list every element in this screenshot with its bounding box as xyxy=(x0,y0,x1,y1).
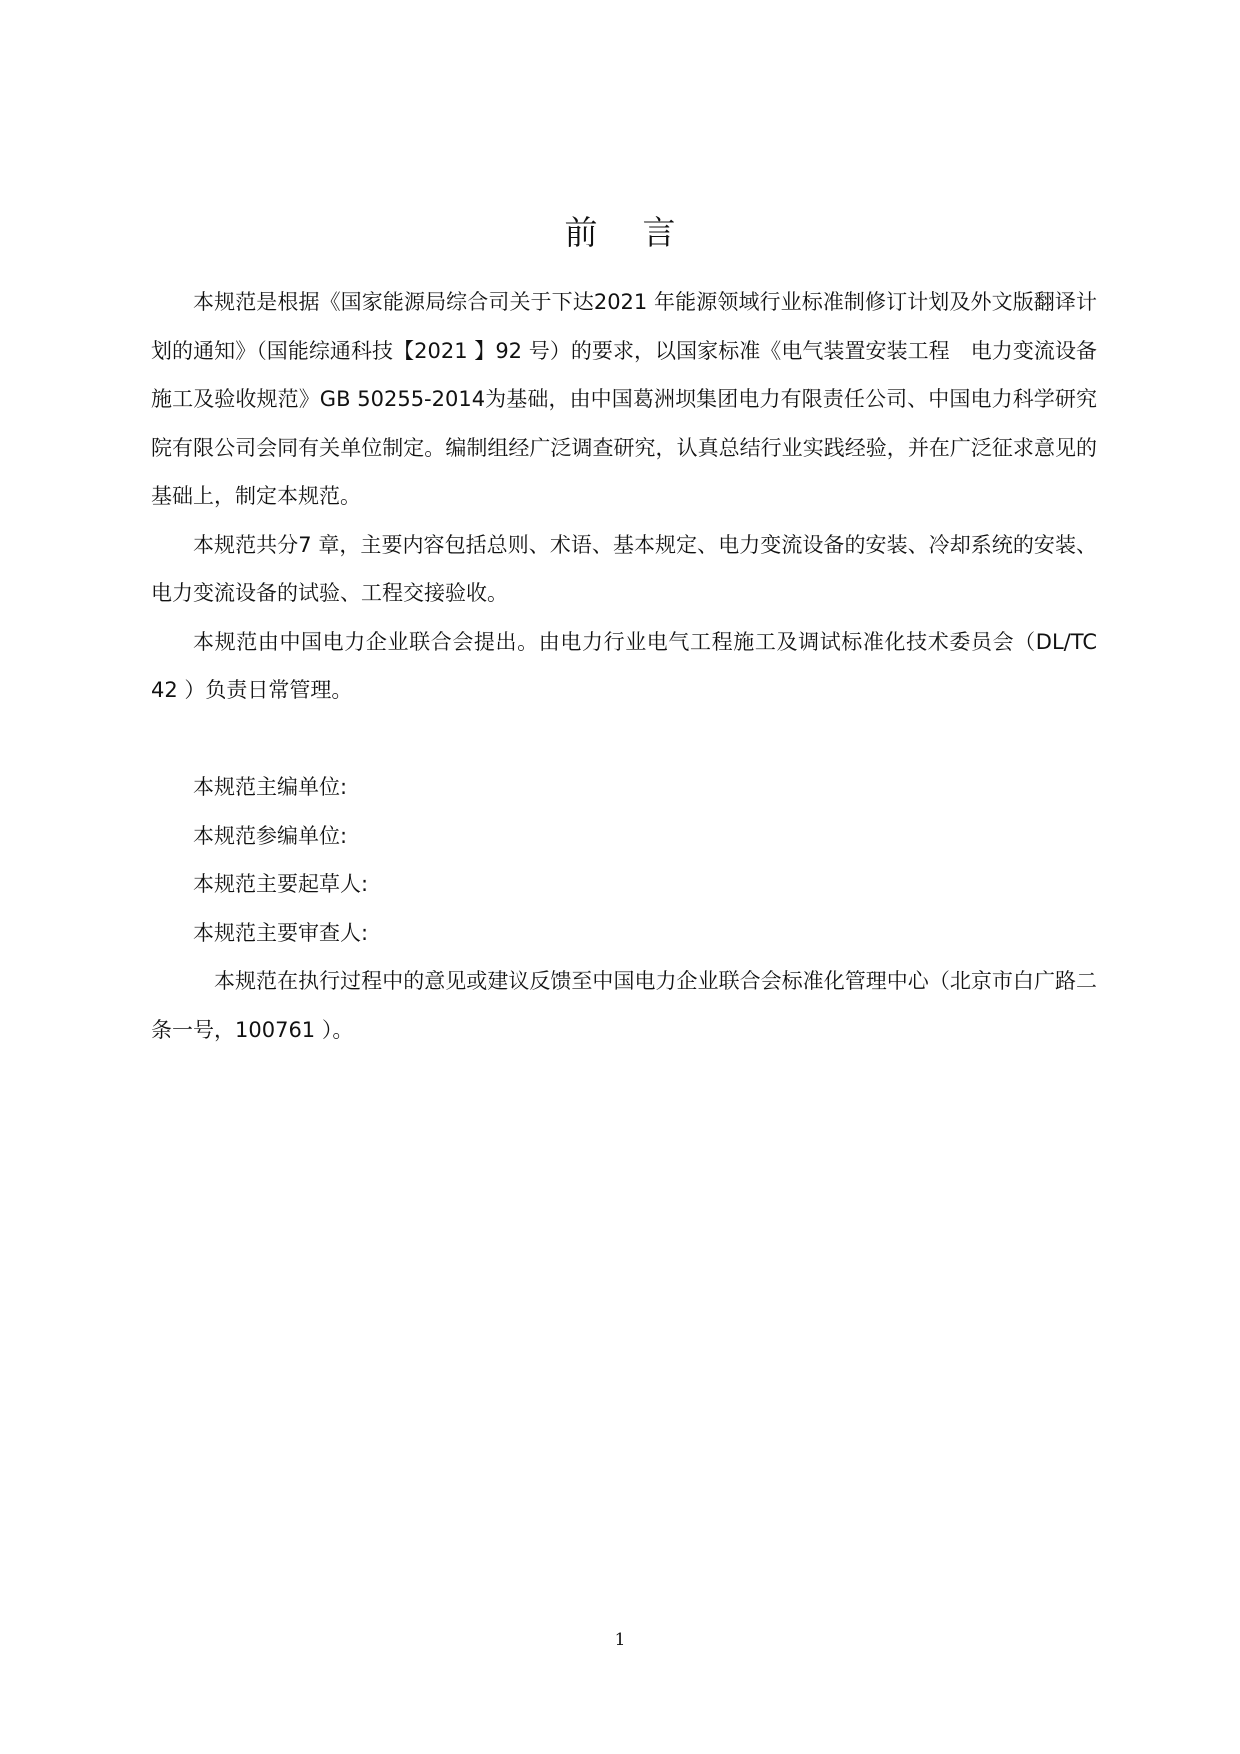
participating-editors-label: 本规范参编单位: xyxy=(193,823,348,848)
editor-fields xyxy=(151,763,1097,957)
chief-editor-label: 本规范主编单位: xyxy=(193,775,348,799)
preface-body xyxy=(151,278,1097,1054)
paragraph-chapters: 本规范共分7 章，主要内容包括总则、术语、基本规定、电力变流设备的安装、冷却系统的安装、电力变流设备的试验、工程交接验收。 xyxy=(151,532,1097,605)
paragraph-feedback: 本规范在执行过程中的意见或建议反馈至中国电力企业联合会标准化管理中心（北京市白广路二条一号，100761 ）。 xyxy=(151,969,1097,1042)
blank-line xyxy=(151,715,1097,764)
paragraph-basis: 本规范是根据《国家能源局综合司关于下达2021 年能源领域行业标准制修订计划及外文版翻译计划的通知》（国能综通科技【2021 】92 号）的要求，以国家标准《电气装置安装工程 电力变流设备施工及验收规范》GB 50255-2014为基础，由中国葛洲坝集团电力有限责任公司、中国电力科学研究院有限公司会同有关单位制定。编制组经广泛调查研究，认真总结行业实践经验，并在广泛征求意见的基础上，制定本规范。 xyxy=(151,290,1097,508)
paragraph-management: 本规范由中国电力企业联合会提出。由电力行业电气工程施工及调试标准化技术委员会（DL/TC 42 ）负责日常管理。 xyxy=(151,629,1097,702)
main-drafters-label: 本规范主要起草人: xyxy=(193,872,369,896)
main-reviewers-label: 本规范主要审查人: xyxy=(193,920,369,945)
page-title: 前言 xyxy=(564,213,721,252)
page-number: 1 xyxy=(614,1630,626,1650)
